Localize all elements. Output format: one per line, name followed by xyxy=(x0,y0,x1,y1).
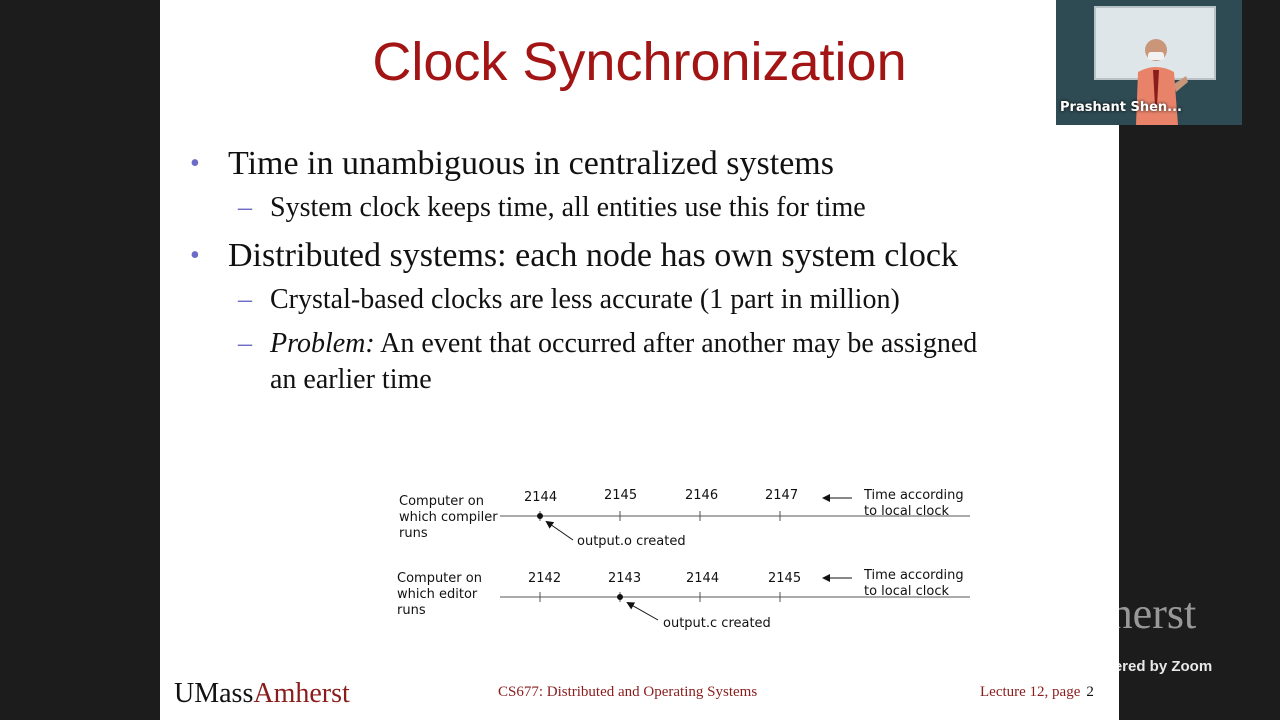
page-indicator xyxy=(980,684,1094,701)
timeline-graphics xyxy=(390,480,970,650)
bullet-text: Time in unambiguous in centralized systems xyxy=(228,145,834,182)
umass-watermark: UMassAmherst xyxy=(920,589,1197,638)
slide-title: Clock Synchronization xyxy=(372,32,907,92)
row1-tick-label: 2145 xyxy=(604,488,638,503)
row1-event-dot xyxy=(537,513,543,519)
row2-label-line: which editor xyxy=(397,587,478,602)
page-number: 2 xyxy=(1086,684,1094,700)
participant-video-tile[interactable] xyxy=(1056,0,1242,125)
sub-bullet-text: An event that occurred after another may be assigned xyxy=(374,328,978,359)
row1-tick-label: 2146 xyxy=(685,488,719,503)
row2-tick-label: 2144 xyxy=(686,571,720,586)
row2-label-line: Computer on xyxy=(397,571,482,586)
row2-note-line: to local clock xyxy=(864,584,949,599)
sub-bullet-item: – Crystal-based clocks are less accurate (1 part in million) xyxy=(238,284,900,315)
bullet-text: Distributed systems: each node has own system clock xyxy=(228,237,958,274)
sub-bullet-text: Crystal-based clocks are less accurate (1 part in million) xyxy=(270,284,900,315)
participant-name: Prashant Shen... xyxy=(1060,100,1182,115)
row1-label-line: Computer on xyxy=(399,494,484,509)
row1-label-line: runs xyxy=(399,526,428,541)
sub-bullet-text-continued: an earlier time xyxy=(270,364,432,395)
sub-bullet-item: – Problem: An event that occurred after another may be assigned an earlier time xyxy=(238,328,978,395)
row1-event-arrow xyxy=(547,522,573,540)
row2-tick-label: 2145 xyxy=(768,571,802,586)
course-name: CS677: Distributed and Operating Systems xyxy=(498,684,758,700)
sub-bullet-italic: Problem: xyxy=(270,328,375,359)
row1-note-line: to local clock xyxy=(864,504,949,519)
row2-tick-label: 2142 xyxy=(528,571,562,586)
row2-event-label: output.c created xyxy=(663,616,771,631)
row2-label-line: runs xyxy=(397,603,426,618)
zoom-watermark: Powered by Zoom xyxy=(1083,658,1213,675)
umass-logo xyxy=(174,678,350,710)
bullet-item xyxy=(188,234,1088,278)
row1-tick-label: 2144 xyxy=(524,490,558,505)
sub-bullet-text: System clock keeps time, all entities use this for time xyxy=(270,192,866,223)
logo-text-amherst: Amherst xyxy=(253,678,350,709)
left-letterbox xyxy=(0,0,160,720)
row1-note-line: Time according xyxy=(864,488,964,503)
row2-event-arrow xyxy=(628,603,658,620)
clock-diagram xyxy=(390,480,970,650)
bullet-list xyxy=(188,142,1088,406)
row1-event-label: output.o created xyxy=(577,534,686,549)
row2-event-dot xyxy=(617,594,623,600)
row1-label-line: which compiler xyxy=(399,510,498,525)
sub-bullet-item: – System clock keeps time, all entities use this for time xyxy=(238,192,866,223)
row2-note-line: Time according xyxy=(864,568,964,583)
row1-tick-label: 2147 xyxy=(765,488,799,503)
lecture-label: Lecture 12, page xyxy=(980,684,1081,700)
row2-tick-label: 2143 xyxy=(608,571,642,586)
bullet-item xyxy=(188,142,1088,186)
logo-text-umass: UMass xyxy=(174,678,254,709)
